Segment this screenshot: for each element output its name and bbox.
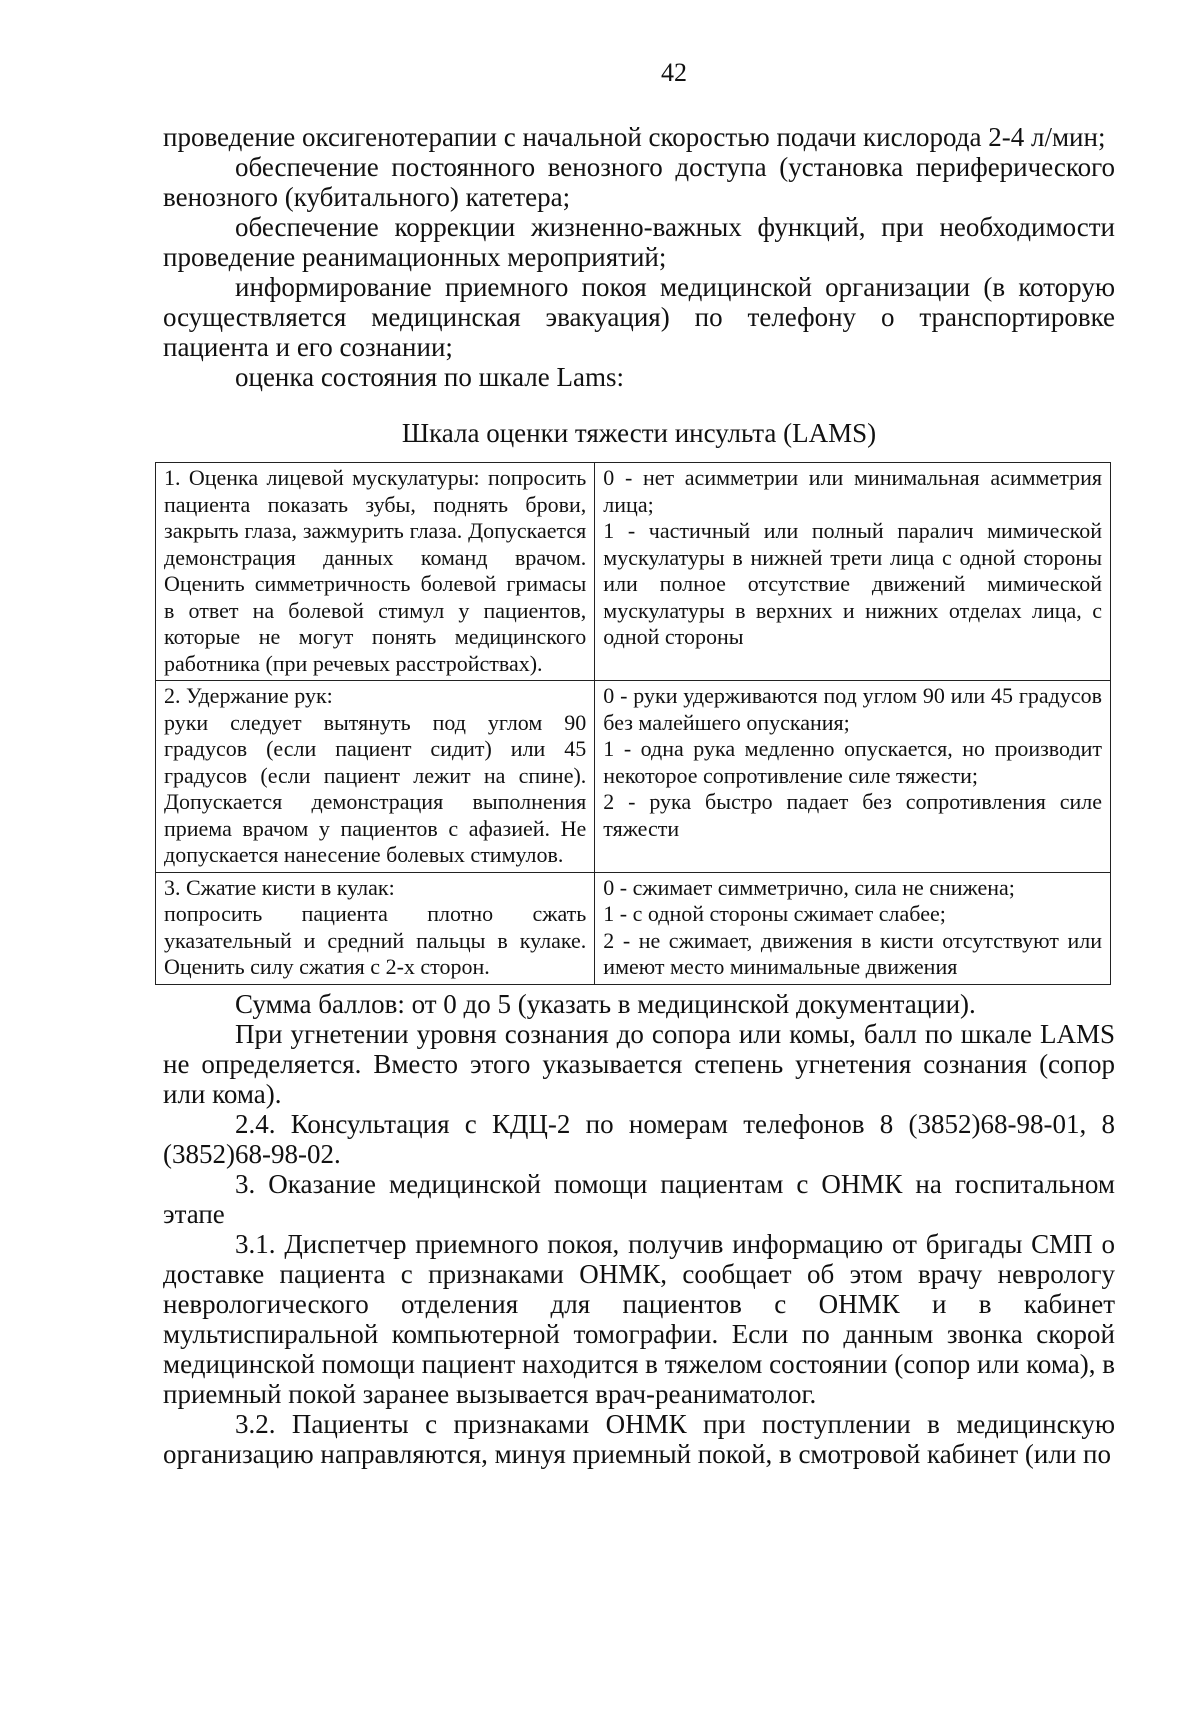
table-cell-scores (595, 872, 1111, 984)
cell-text: руки следует вытянуть под углом 90 градусов (если пациент сидит) или 45 градусов (если пациент лежит на спине). Допускается демонстрация выполнения приема врачом у пациентов с афазией. Не допускается нанесение болевых стимулов. (164, 709, 587, 867)
paragraphs-top (163, 122, 1115, 392)
table-cell-criterion (156, 681, 595, 873)
table-row (156, 463, 1111, 681)
paragraph: Сумма баллов: от 0 до 5 (указать в медицинской документации). (235, 988, 976, 1019)
paragraph: 3.2. Пациенты с признаками ОНМК при поступлении в медицинскую организацию направляются, минуя приемный покой, в смотровой кабинет (или по (163, 1408, 1115, 1469)
paragraph: 2.4. Консультация с КДЦ-2 по номерам телефонов 8 (3852)68-98-01, 8 (3852)68-98-02. (163, 1108, 1115, 1169)
paragraph: 3.1. Диспетчер приемного покоя, получив информацию от бригады СМП о доставке пациента с признаками ОНМК, сообщает об этом врачу неврологу неврологического отделения для пациентов с ОНМК и в кабинет мультиспиральной компьютерной томографии. Если по данным звонка скорой медицинской помощи пациент находится в тяжелом состоянии (сопор или кома), в приемный покой заранее вызывается врач-реаниматолог. (163, 1228, 1115, 1409)
lams-scale-table (155, 462, 1111, 985)
cell-text: 1 - частичный или полный паралич мимической мускулатуры в нижней трети лица с одной стороны или полное отсутствие движений мимической мускулатуры в верхних и нижних отделах лица, с одной стороны (603, 518, 1102, 649)
table-title: Шкала оценки тяжести инсульта (LAMS) (401, 418, 877, 448)
paragraph: обеспечение постоянного венозного доступа (установка периферического венозного (кубитального) катетера; (163, 152, 1115, 212)
table-cell-criterion (156, 872, 595, 984)
cell-text: 1. Оценка лицевой мускулатуры: попросить пациента показать зубы, поднять брови, закрыть глаза, зажмурить глаза. Допускается демонстрация данных команд врачом. Оценить симметричность болевой гримасы в ответ на болевой стимул у пациентов, которые не могут понять медицинского работника (при речевых расстройствах). (164, 465, 587, 676)
cell-text: 3. Сжатие кисти в кулак: (164, 874, 395, 900)
paragraph: 3. Оказание медицинской помощи пациентам с ОНМК на госпитальном этапе (163, 1168, 1115, 1229)
cell-text: 0 - сжимает симметрично, сила не снижена; (603, 874, 1015, 900)
cell-text: 2 - рука быстро падает без сопротивления силе тяжести (603, 789, 1102, 841)
cell-text: попросить пациента плотно сжать указательный и средний пальцы в кулаке. Оценить силу сжатия с 2-х сторон. (164, 901, 587, 979)
table-cell-scores (595, 463, 1111, 681)
cell-text: 0 - руки удерживаются под углом 90 или 45 градусов без малейшего опускания; (603, 683, 1102, 735)
cell-text: 2. Удержание рук: (164, 683, 333, 708)
table-cell-criterion (156, 463, 595, 681)
table-cell-scores (595, 681, 1111, 873)
table-row (156, 872, 1111, 984)
paragraph: При угнетении уровня сознания до сопора или комы, балл по шкале LAMS не определяется. Вместо этого указывается степень угнетения сознания (сопор или кома). (163, 1018, 1115, 1109)
paragraphs-bottom (163, 989, 1115, 1469)
paragraph: оценка состояния по шкале Lams: (235, 362, 624, 392)
page-number: 42 (661, 58, 687, 87)
table-row (156, 681, 1111, 873)
cell-text: 0 - нет асимметрии или минимальная асимметрия лица; (603, 465, 1102, 517)
cell-text: 2 - не сжимает, движения в кисти отсутствуют или имеют место минимальные движения (603, 927, 1102, 979)
cell-text: 1 - одна рука медленно опускается, но производит некоторое сопротивление силе тяжести; (603, 736, 1102, 788)
cell-text: 1 - с одной стороны сжимает слабее; (603, 901, 946, 926)
paragraph: обеспечение коррекции жизненно-важных функций, при необходимости проведение реанимационных мероприятий; (163, 212, 1115, 272)
paragraph: проведение оксигенотерапии с начальной скоростью подачи кислорода 2-4 л/мин; (163, 122, 1106, 152)
paragraph: информирование приемного покоя медицинской организации (в которую осуществляется медицинская эвакуация) по телефону о транспортировке пациента и его сознании; (163, 272, 1115, 362)
